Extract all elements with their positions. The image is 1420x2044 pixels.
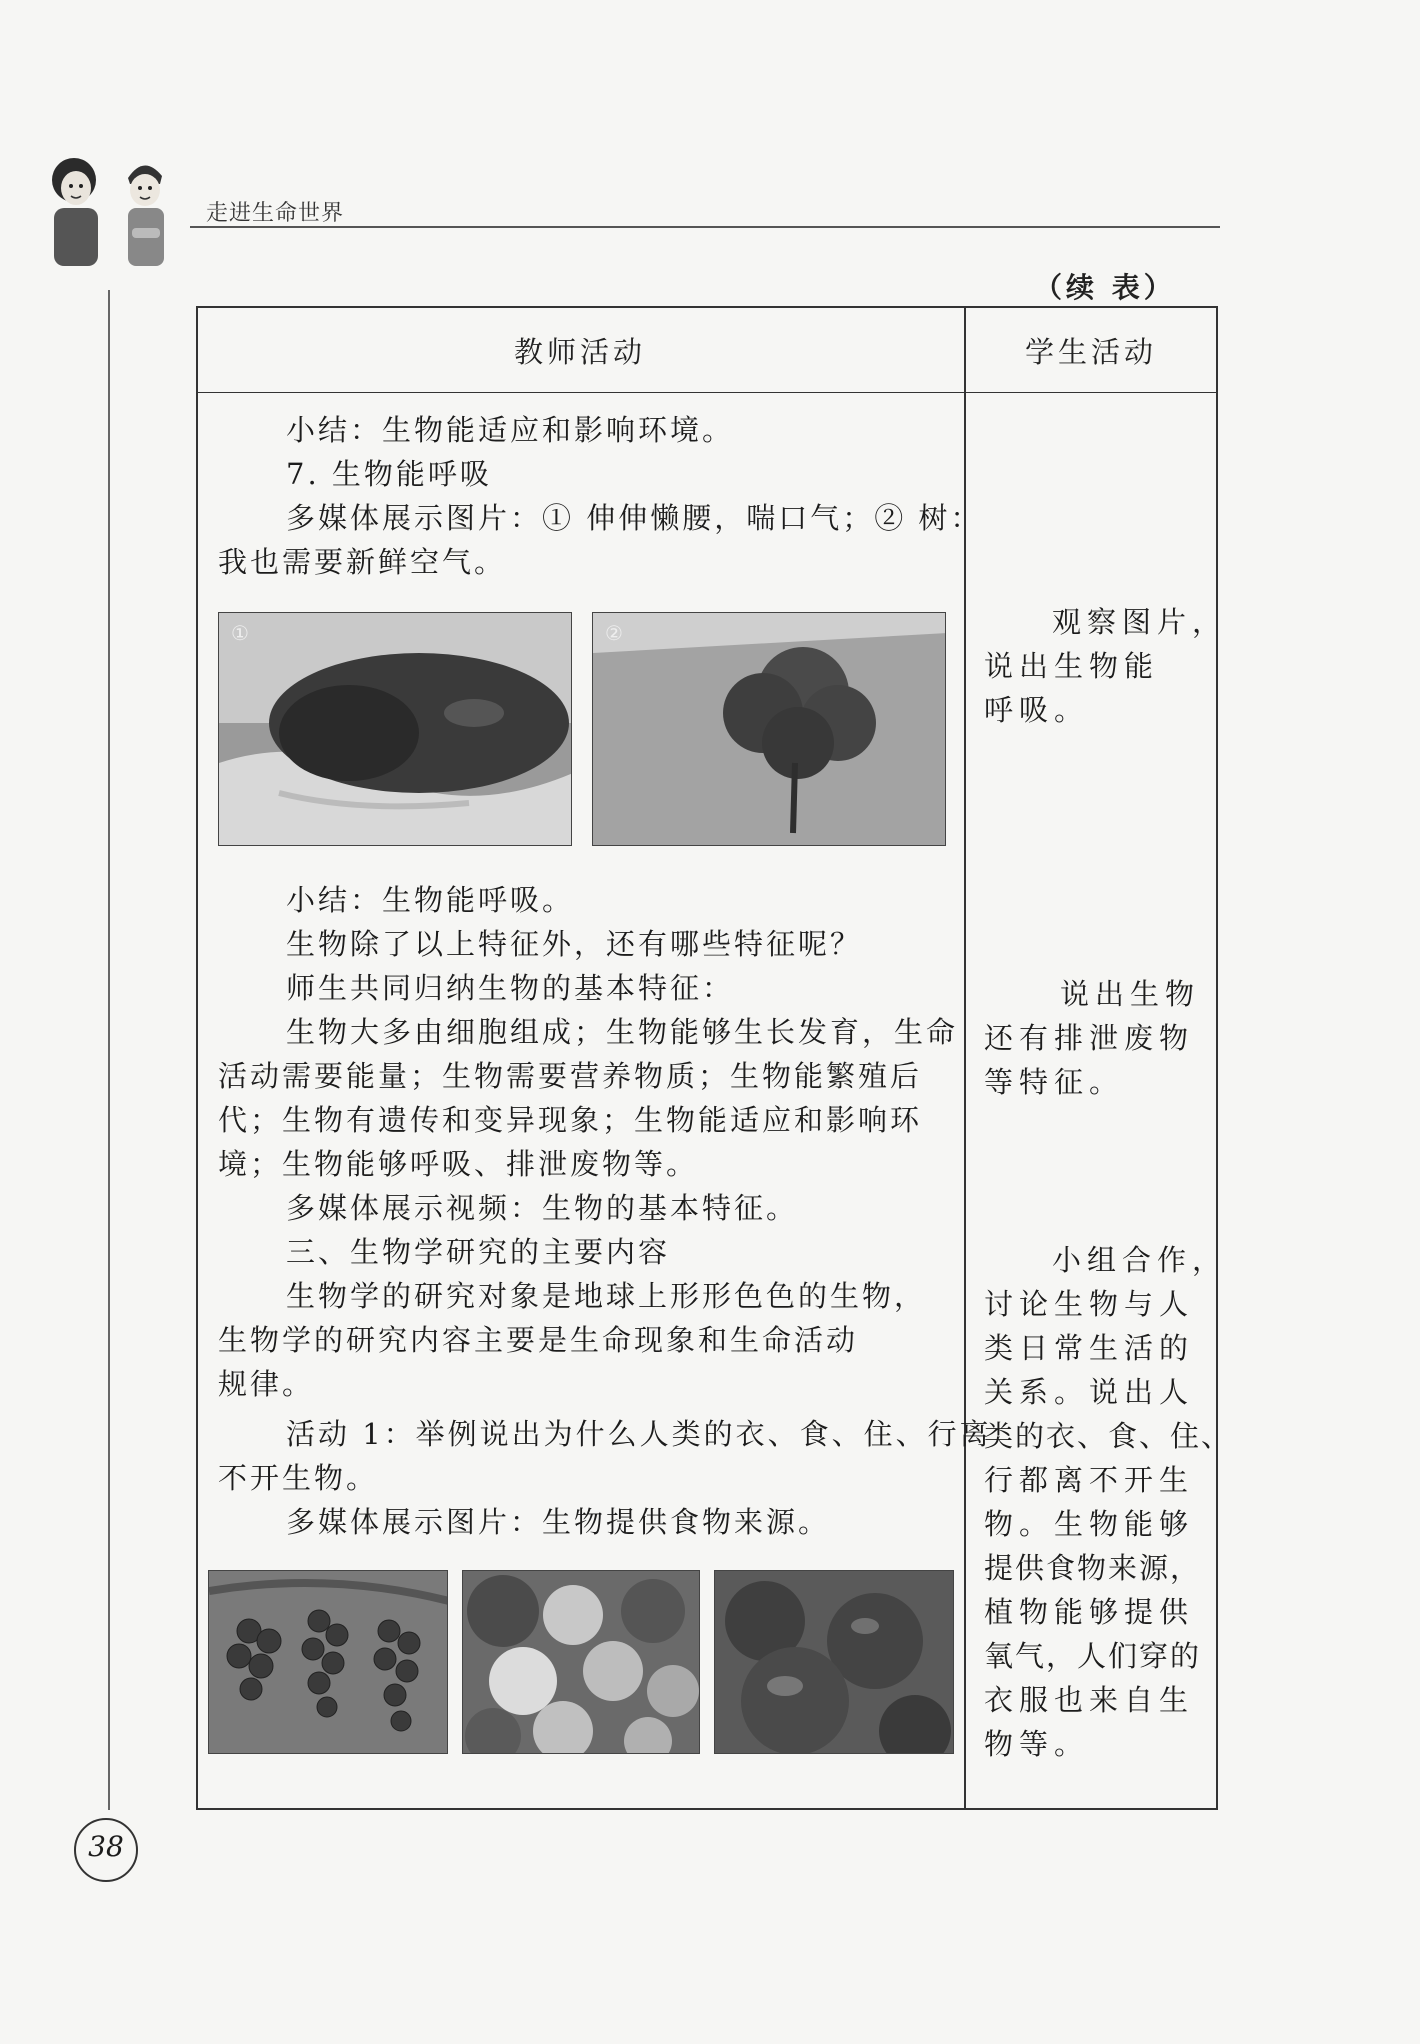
student-text: 类日常生活的	[984, 1331, 1195, 1365]
student-text: 衣服也来自生	[984, 1683, 1195, 1717]
teacher-summary-respiration: 小结：生物能呼吸。	[286, 883, 575, 917]
student-text: 行都离不开生	[984, 1463, 1195, 1497]
teacher-activity-1: 活动 1：举例说出为什么人类的衣、食、住、行离	[286, 1417, 992, 1451]
student-text: 氧气，人们穿的	[984, 1639, 1202, 1673]
student-text: 等特征。	[984, 1065, 1125, 1099]
teacher-text: 代；生物有遗传和变异现象；生物能适应和影响环	[218, 1103, 923, 1137]
photo-number: ②	[605, 621, 623, 645]
teacher-text: 规律。	[218, 1367, 315, 1401]
teacher-text: 我也需要新鲜空气。	[218, 545, 507, 579]
student-text: 说出生物	[1060, 977, 1201, 1011]
teacher-summary-adapt: 小结：生物能适应和影响环境。	[286, 413, 735, 447]
student-text: 还有排泄废物	[984, 1021, 1195, 1055]
photo-tomatoes	[714, 1570, 954, 1754]
student-text: 小组合作，	[1052, 1243, 1228, 1277]
photo-tree	[592, 612, 946, 846]
teacher-text: 生物学的研究内容主要是生命现象和生命活动	[218, 1323, 859, 1357]
student-text: 关系。说出人	[984, 1375, 1195, 1409]
page-number: 38	[88, 1830, 124, 1863]
teacher-heading-respiration: 7. 生物能呼吸	[286, 457, 492, 491]
margin-rule	[108, 290, 110, 1810]
student-text: 物等。	[984, 1727, 1090, 1761]
student-text: 类的衣、食、住、	[984, 1419, 1233, 1453]
teacher-text: 多媒体展示图片：① 伸伸懒腰，喘口气；② 树：	[286, 501, 983, 535]
teacher-text: 境；生物能够呼吸、排泄废物等。	[218, 1147, 699, 1181]
photo-vegetables	[462, 1570, 700, 1754]
teacher-text: 不开生物。	[218, 1461, 379, 1495]
teacher-text: 活动需要能量；生物需要营养物质；生物能繁殖后	[218, 1059, 923, 1093]
teacher-text: 生物学的研究对象是地球上形形色色的生物，	[286, 1279, 927, 1313]
teacher-text: 多媒体展示视频：生物的基本特征。	[286, 1191, 799, 1225]
section-title: 走进生命世界	[206, 201, 345, 226]
student-text: 物。生物能够	[984, 1507, 1195, 1541]
header-student-activity: 学生活动	[1024, 335, 1157, 369]
teacher-question: 生物除了以上特征外，还有哪些特征呢？	[286, 927, 863, 961]
student-text: 讨论生物与人	[984, 1287, 1195, 1321]
student-text: 植物能够提供	[984, 1595, 1195, 1629]
header-mascot-illustration	[44, 150, 184, 270]
teacher-text: 师生共同归纳生物的基本特征：	[286, 971, 735, 1005]
photo-grapes	[208, 1570, 448, 1754]
table-header-divider	[196, 392, 1218, 393]
photo-animal-breathing	[218, 612, 572, 846]
header-teacher-activity: 教师活动	[513, 335, 646, 369]
teacher-text: 生物大多由细胞组成；生物能够生长发育，生命	[286, 1015, 959, 1049]
continued-label: （续 表）	[1034, 271, 1176, 304]
header-rule	[190, 226, 1220, 228]
student-text: 说出生物能	[984, 649, 1160, 683]
student-text: 观察图片，	[1052, 605, 1228, 639]
student-text: 呼吸。	[984, 693, 1090, 727]
photo-number: ①	[231, 621, 249, 645]
student-text: 提供食物来源，	[984, 1551, 1202, 1585]
teacher-heading-research: 三、生物学研究的主要内容	[286, 1235, 671, 1269]
teacher-text: 多媒体展示图片：生物提供食物来源。	[286, 1505, 831, 1539]
